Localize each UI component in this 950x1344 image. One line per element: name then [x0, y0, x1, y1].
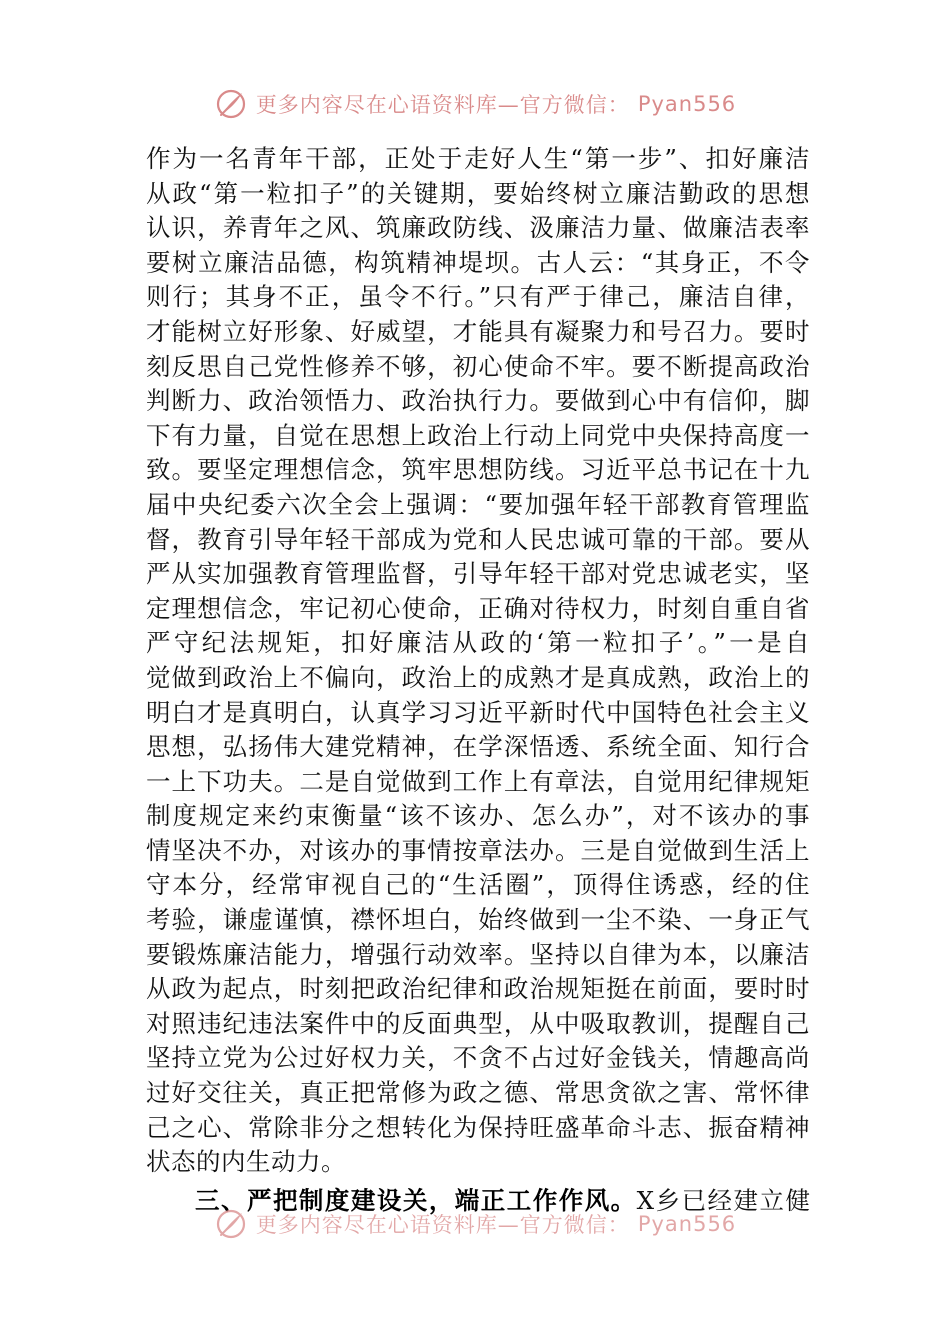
text-line: 坚持立党为公过好权力关，不贪不占过好金钱关，情趣高尚 [146, 1043, 810, 1073]
text-line: 从政“第一粒扣子”的关键期，要始终树立廉洁勤政的思想 [146, 178, 810, 208]
header-watermark [0, 84, 950, 124]
text-line: 刻反思自己党性修养不够，初心使命不牢。要不断提高政治 [146, 351, 810, 381]
text-line: 严守纪法规矩，扣好廉洁从政的‘第一粒扣子’。”一是自 [146, 628, 810, 658]
text-line: 严从实加强教育管理监督，引导年轻干部对党忠诚老实，坚 [146, 559, 810, 589]
text-line: 督，教育引导年轻干部成为党和人民忠诚可靠的干部。要从 [146, 524, 810, 554]
text-line: 情坚决不办，对该办的事情按章法办。三是自觉做到生活上 [146, 835, 810, 865]
text-line: 过好交往关，真正把常修为政之德、常思贪欲之害、常怀律 [146, 1078, 810, 1108]
text-line: 制度规定来约束衡量“该不该办、怎么办”，对不该办的事 [146, 801, 810, 831]
text-line: 己之心、常除非分之想转化为保持旺盛革命斗志、振奋精神 [146, 1112, 810, 1142]
watermark-wechat-id: Pyan556 [637, 92, 737, 116]
text-line: 一上下功夫。二是自觉做到工作上有章法，自觉用纪律规矩 [146, 766, 810, 796]
text-line: 才能树立好形象、好威望，才能具有凝聚力和号召力。要时 [146, 316, 810, 346]
footer-watermark [0, 1206, 950, 1242]
text-line: 要锻炼廉洁能力，增强行动效率。坚持以自律为本，以廉洁 [146, 939, 810, 969]
text-line: 作为一名青年干部，正处于走好人生“第一步”、扣好廉洁 [146, 144, 810, 173]
watermark-wechat-id: Pyan556 [637, 1212, 737, 1236]
watermark-text: 更多内容尽在心语资料库—官方微信： [255, 93, 630, 117]
text-line: 届中央纪委六次全会上强调：“要加强年轻干部教育管理监 [146, 489, 810, 519]
section-heading-continuation: X乡已经建立健 [636, 1186, 810, 1215]
text-line: 则行；其身不正，虽令不行。”只有严于律己，廉洁自律， [146, 282, 810, 312]
text-line: 明白才是真明白，认真学习习近平新时代中国特色社会主义 [146, 697, 810, 727]
document-body [146, 142, 810, 1180]
text-line: 致。要坚定理想信念，筑牢思想防线。习近平总书记在十九 [146, 455, 810, 485]
text-line: 守本分，经常审视自己的“生活圈”，顶得住诱惑，经的住 [146, 870, 810, 900]
text-line: 从政为起点，时刻把政治纪律和政治规矩挺在前面，要时时 [146, 974, 810, 1004]
text-line: 状态的内生动力。 [146, 1147, 346, 1177]
text-line: 思想，弘扬伟大建党精神，在学深悟透、系统全面、知行合 [146, 732, 810, 762]
text-line: 觉做到政治上不偏向，政治上的成熟才是真成熟，政治上的 [146, 662, 810, 692]
feather-pen-logo-icon [214, 87, 248, 121]
text-line: 判断力、政治领悟力、政治执行力。要做到心中有信仰，脚 [146, 386, 810, 416]
section-heading: 三、严把制度建设关，端正工作作风。 [195, 1186, 637, 1215]
text-line: 认识，养青年之风、筑廉政防线、汲廉洁力量、做廉洁表率 [146, 213, 810, 243]
text-line: 下有力量，自觉在思想上政治上行动上同党中央保持高度一 [146, 420, 810, 450]
watermark-text: 更多内容尽在心语资料库—官方微信： [255, 1213, 630, 1237]
feather-pen-logo-icon [214, 1207, 248, 1241]
text-line: 考验，谦虚谨慎，襟怀坦白，始终做到一尘不染、一身正气 [146, 905, 810, 935]
text-line: 对照违纪违法案件中的反面典型，从中吸取教训，提醒自己 [146, 1008, 810, 1038]
text-line: 要树立廉洁品德，构筑精神堤坝。古人云：“其身正，不令 [146, 247, 810, 277]
text-line: 定理想信念，牢记初心使命，正确对待权力，时刻自重自省 [146, 593, 810, 623]
